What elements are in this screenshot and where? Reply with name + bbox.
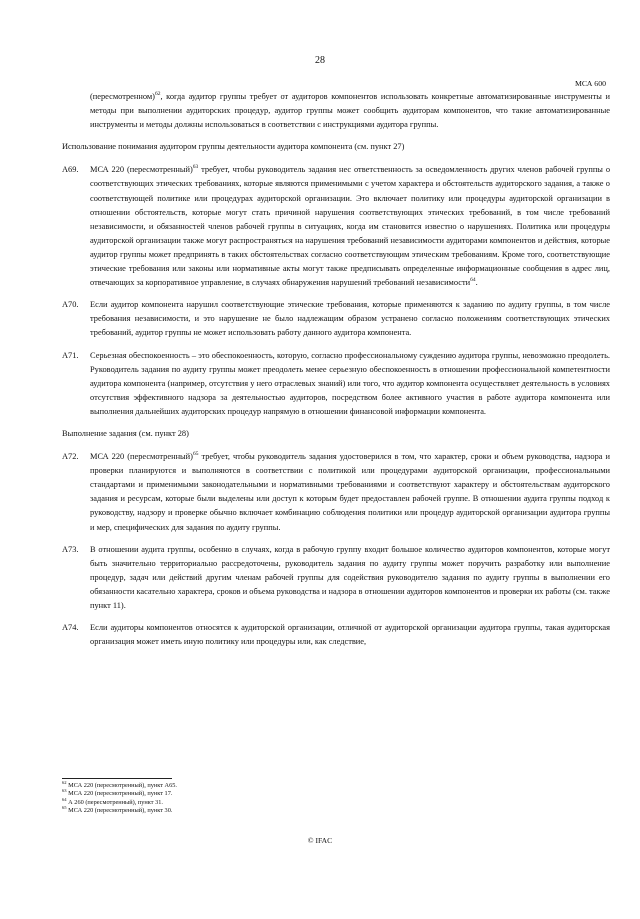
continuation-text-a: (пересмотренном) bbox=[90, 92, 155, 101]
main-text bbox=[62, 90, 610, 657]
numbered-paragraph bbox=[62, 349, 610, 419]
footnote-number: 65 bbox=[62, 804, 67, 810]
numbered-paragraph bbox=[62, 543, 610, 613]
footnote-text: МСА 220 (пересмотренный), пункт 17. bbox=[68, 790, 173, 798]
footnote-number: 63 bbox=[62, 788, 67, 794]
paragraph-text: МСА 220 (пересмотренный) bbox=[90, 165, 193, 175]
section-heading: Использование понимания аудитором группы деятельности аудитора компонента (см. пункт 27) bbox=[62, 142, 405, 152]
footnote-number: 64 bbox=[62, 796, 67, 802]
paragraph-number: A74. bbox=[62, 623, 79, 633]
numbered-paragraph bbox=[62, 163, 610, 290]
paragraph-number: A72. bbox=[62, 452, 79, 462]
paragraph-number: A71. bbox=[62, 350, 79, 360]
paragraph-text: . bbox=[475, 278, 478, 288]
paragraph-number: A70. bbox=[62, 300, 79, 310]
paragraph-text: Серьезная обеспокоенность – это обеспокоенность, которую, согласно профессиональному суждению аудитора группы, невозможно преодолеть. Руководитель задания по аудиту группы может преодолеть менее серьезную обеспокоенность в отношении профессиональной компетентности аудитора компонента (например, отсутствия у него отраслевых знаний) или того, что аудитор компонента осуществляет деятельность в условиях отсутствия эффективного надзора за деятельностью аудиторов, посредством более активного участия в работе аудитора компонента или выполнения дальнейших аудиторских процедур напрямую в отношении финансовой информации компонента. bbox=[90, 350, 610, 416]
paragraph-number: A73. bbox=[62, 544, 79, 554]
footnote-number: 62 bbox=[62, 779, 67, 785]
numbered-paragraph bbox=[62, 621, 610, 649]
footnote-item bbox=[62, 790, 177, 798]
section-heading: Выполнение задания (см. пункт 28) bbox=[62, 428, 189, 438]
continuation-text-b: , когда аудитор группы требует от аудиторов компонентов использовать конкретные автоматизированные инструменты и методы при выполнении аудиторских процедур, аудитор группы может сообщить аудиторам компонентов, что такие автоматизированные инструменты и методы должны использоваться в соответствии с инструкциями аудитора группы. bbox=[90, 92, 610, 130]
footnote-ref: 65 bbox=[192, 451, 199, 458]
footnote-text: А 260 (пересмотренный), пункт 31. bbox=[68, 798, 163, 806]
numbered-paragraph bbox=[62, 450, 610, 535]
page-number: 28 bbox=[315, 55, 325, 66]
paragraph-text: Если аудитор компонента нарушил соответствующие этические требования, которые применяются к заданию по аудиту группы, в том числе требования независимости, и это нарушение не было надлежащим образом устранено согласно положениям соответствующих этических требований, аудитор группы не может использовать работу данного аудитора компонента. bbox=[90, 300, 610, 338]
continuation-paragraph bbox=[90, 90, 610, 132]
footnote-item bbox=[62, 804, 177, 815]
footnote-ref: 64 bbox=[470, 277, 476, 284]
paragraph-text: требует, чтобы руководитель задания нес ответственность за осведомленность других членов рабочей группы о соответствующих этических требованиях, которые являются применимыми с учетом характера и обстоятельств аудиторского задания, а также о соответствующей политике или процедурах аудиторской организации. Это включает политику или процедуры аудиторской организации в отношении обстоятельств, которые могут стать причиной нарушения соответствующих этических требований, в том числе требований независимости, и обязанностей членов рабочей группы в ситуациях, когда им становится известно о нарушениях. Политика или процедуры аудиторской организации также могут распространяться на нарушения требований независимости аудиторами компонентов и действия, которые аудитор группы может предпринять в таких обстоятельствах согласно соответствующим этическим требованиям. Кроме того, соответствующие этические требования или законы или нормативные акты могут также предписывать определенные информационные сообщения в адрес лиц, отвечающих за корпоративное управление, в случаях обнаружения нарушений требований независимости bbox=[90, 165, 611, 288]
footnotes bbox=[62, 779, 177, 815]
paragraph-text: требует, чтобы руководитель задания удостоверился в том, что характер, сроки и объем руководства, надзора и проверки планируются и выполняются в соответствии с политикой или процедурами аудиторской организации, профессиональными стандартами и применимыми законодательными и нормативными требованиями и соответствуют характеру и обстоятельствам аудиторского задания и ресурсам, которые были выделены или доступ к которым будет предоставлен рабочей группе. В отношении аудита группы подход к руководству, надзору и проверке обычно включает комбинацию соблюдения политики или процедур аудиторской организации аудитора группы и мер, специфических для задания по аудиту группы. bbox=[90, 452, 610, 532]
footnote-divider bbox=[62, 778, 172, 779]
numbered-paragraph bbox=[62, 298, 610, 340]
footnote-ref: 63 bbox=[192, 164, 199, 171]
footnote-text: МСА 220 (пересмотренный), пункт А65. bbox=[68, 782, 177, 789]
footnote-ref: 62 bbox=[154, 91, 161, 98]
paragraph-text: В отношении аудита группы, особенно в случаях, когда в рабочую группу входит большое количество аудиторов компонентов, которые могут быть значительно территориально рассредоточены, руководитель задания по аудиту группы может поручить разработку или выполнение процедур, задач или действий другим членам рабочей группы для содействия руководителю задания по аудиту группы в выполнении его обязанности касательно характера, сроков и объема руководства и надзора в отношении аудиторов компонентов и проверки их работы (см. также пункт 11). bbox=[90, 544, 610, 610]
copyright: © IFAC bbox=[307, 836, 333, 845]
paragraph-number: A69. bbox=[62, 165, 79, 175]
paragraph-text: Если аудиторы компонентов относятся к аудиторской организации, отличной от аудиторской организации аудитора группы, такая аудиторская организация может иметь иную политику или процедуры или, как следствие, bbox=[90, 623, 610, 647]
standard-code: МСА 600 bbox=[574, 79, 606, 88]
footnote-text: МСА 220 (пересмотренный), пункт 30. bbox=[68, 806, 173, 814]
sections bbox=[62, 140, 610, 649]
paragraph-text: МСА 220 (пересмотренный) bbox=[90, 452, 193, 462]
footnote-item bbox=[62, 796, 177, 807]
